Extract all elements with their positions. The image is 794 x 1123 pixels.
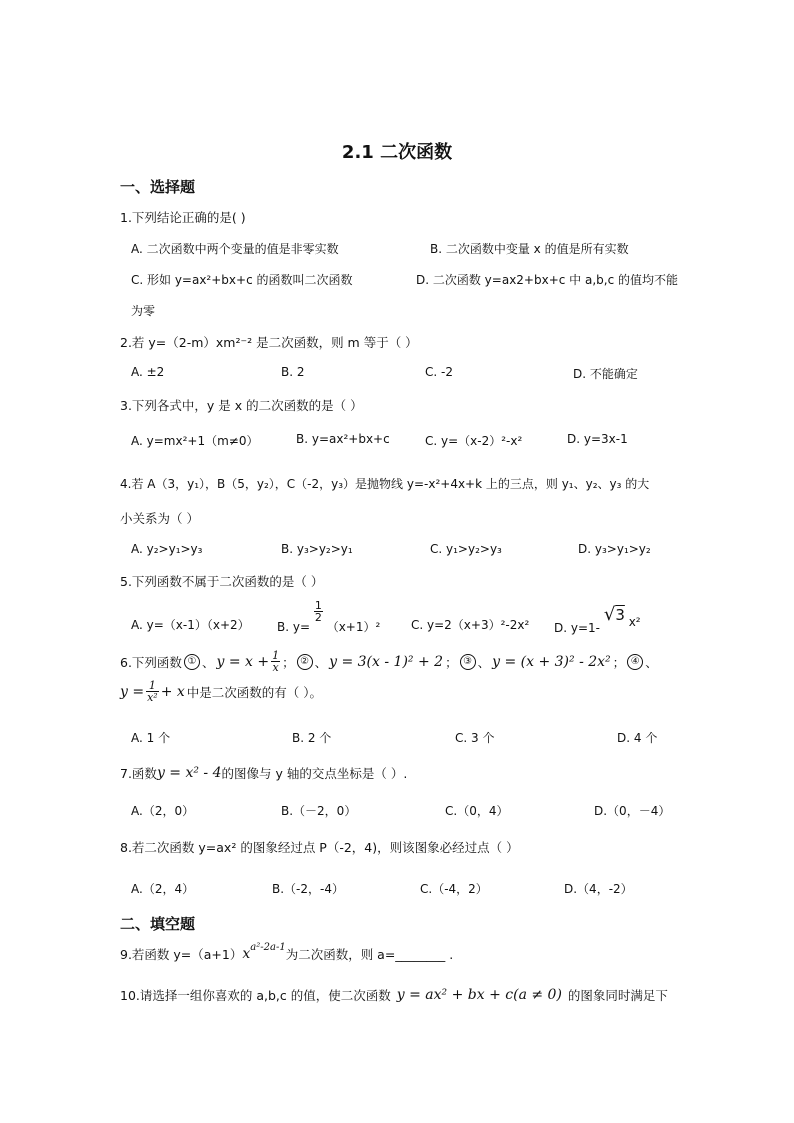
question-9-stem: 9.若函数 y=（a+1） x a²-2a-1 为二次函数，则 a=________ . bbox=[120, 941, 454, 962]
question-1-option-d: D. 二次函数 y=ax2+bx+c 中 a,b,c 的值均不能 bbox=[416, 273, 678, 287]
question-3-stem: 3.下列各式中，y 是 x 的二次函数的是（ ） bbox=[120, 398, 363, 413]
question-8-option-d: D.（4，-2） bbox=[564, 882, 633, 896]
question-3-option-b: B. y=ax²+bx+c bbox=[296, 432, 390, 446]
question-1-option-a: A. 二次函数中两个变量的值是非零实数 bbox=[131, 242, 339, 256]
question-3-option-c: C. y=（x-2）²-x² bbox=[425, 434, 523, 448]
question-4-stem: 4.若 A（3，y₁），B（5，y₂），C（-2，y₃）是抛物线 y=-x²+4x+k 上的三点，则 y₁、y₂、y₃ 的大 bbox=[120, 477, 650, 491]
question-7-option-c: C.（0，4） bbox=[445, 804, 509, 818]
fraction-one-over-x-squared: $\frac{1}{\text{x²}}$ bbox=[147, 679, 158, 704]
question-1-stem: 1.下列结论正确的是( ) bbox=[120, 210, 246, 225]
question-8-option-a: A.（2，4） bbox=[131, 882, 195, 896]
question-2-option-a: A. ±2 bbox=[131, 365, 165, 379]
question-4-option-b: B. y₃>y₂>y₁ bbox=[281, 542, 353, 556]
square-root-symbol: √3 bbox=[603, 604, 625, 625]
section-heading-choice: 一、选择题 bbox=[120, 178, 196, 196]
question-5-option-b: B. y= $\frac{1}{2}$ （x+1）² bbox=[277, 599, 381, 634]
question-1-option-d-cont: 为零 bbox=[131, 304, 156, 318]
question-7-option-d: D.（0，－4） bbox=[594, 804, 671, 818]
question-7-option-b: B.（－2，0） bbox=[281, 804, 357, 818]
question-4-stem-cont: 小关系为（ ） bbox=[120, 511, 199, 526]
question-8-option-b: B.（-2，-4） bbox=[272, 882, 344, 896]
question-1-option-b: B. 二次函数中变量 x 的值是所有实数 bbox=[430, 242, 629, 256]
question-6-option-d: D. 4 个 bbox=[617, 731, 658, 745]
question-5-option-d: D. y=1- √3 x² bbox=[554, 604, 641, 635]
question-5-option-c: C. y=2（x+3）²-2x² bbox=[411, 618, 530, 632]
page-title: 2.1 二次函数 bbox=[341, 142, 453, 163]
question-3-option-d: D. y=3x-1 bbox=[567, 432, 628, 446]
question-7-stem: 7.函数 y = x² - 4 的图像与 y 轴的交点坐标是（ ）. bbox=[120, 765, 408, 781]
question-6-option-b: B. 2 个 bbox=[292, 731, 332, 745]
question-6-option-c: C. 3 个 bbox=[455, 731, 495, 745]
question-8-stem: 8.若二次函数 y=ax² 的图象经过点 P（-2，4)，则该图象必经过点（ ） bbox=[120, 840, 519, 855]
question-8-option-c: C.（-4，2） bbox=[420, 882, 488, 896]
question-2-stem: 2.若 y=（2-m）xm²⁻² 是二次函数，则 m 等于（ ） bbox=[120, 335, 418, 350]
question-2-option-b: B. 2 bbox=[281, 365, 305, 379]
question-2-option-c: C. -2 bbox=[425, 365, 453, 379]
question-3-option-a: A. y=mx²+1（m≠0） bbox=[131, 434, 259, 448]
fraction-one-over-x: $\frac{1}{x}$ bbox=[272, 649, 280, 674]
question-6-stem-cont: y = $\frac{1}{\text{x²}}$ + x 中是二次函数的有（ ）。 bbox=[120, 679, 323, 704]
question-4-option-c: C. y₁>y₂>y₃ bbox=[430, 542, 502, 556]
question-1-option-c: C. 形如 y=ax²+bx+c 的函数叫二次函数 bbox=[131, 273, 353, 287]
question-10-stem: 10.请选择一组你喜欢的 a,b,c 的值，使二次函数 y = ax² + bx + c(a ≠ 0) 的图象同时满足下 bbox=[120, 987, 668, 1003]
question-6-stem: 6.下列函数 ① 、 y = x + $\frac{1}{x}$ ； ② 、 y = 3(x - 1)² + 2 ； ③ 、 y = (x + 3)² - 2x² ； ④ 、 bbox=[120, 649, 658, 674]
question-5-option-a: A. y=（x-1）（x+2） bbox=[131, 618, 250, 632]
fraction-one-half: $\frac{1}{2}$ bbox=[314, 599, 322, 624]
question-4-option-a: A. y₂>y₁>y₃ bbox=[131, 542, 203, 556]
question-4-option-d: D. y₃>y₁>y₂ bbox=[578, 542, 651, 556]
question-5-stem: 5.下列函数不属于二次函数的是（ ） bbox=[120, 574, 324, 589]
question-2-option-d: D. 不能确定 bbox=[573, 367, 638, 381]
question-6-option-a: A. 1 个 bbox=[131, 731, 171, 745]
question-7-option-a: A.（2，0） bbox=[131, 804, 195, 818]
section-heading-fill-in: 二、填空题 bbox=[120, 915, 196, 933]
